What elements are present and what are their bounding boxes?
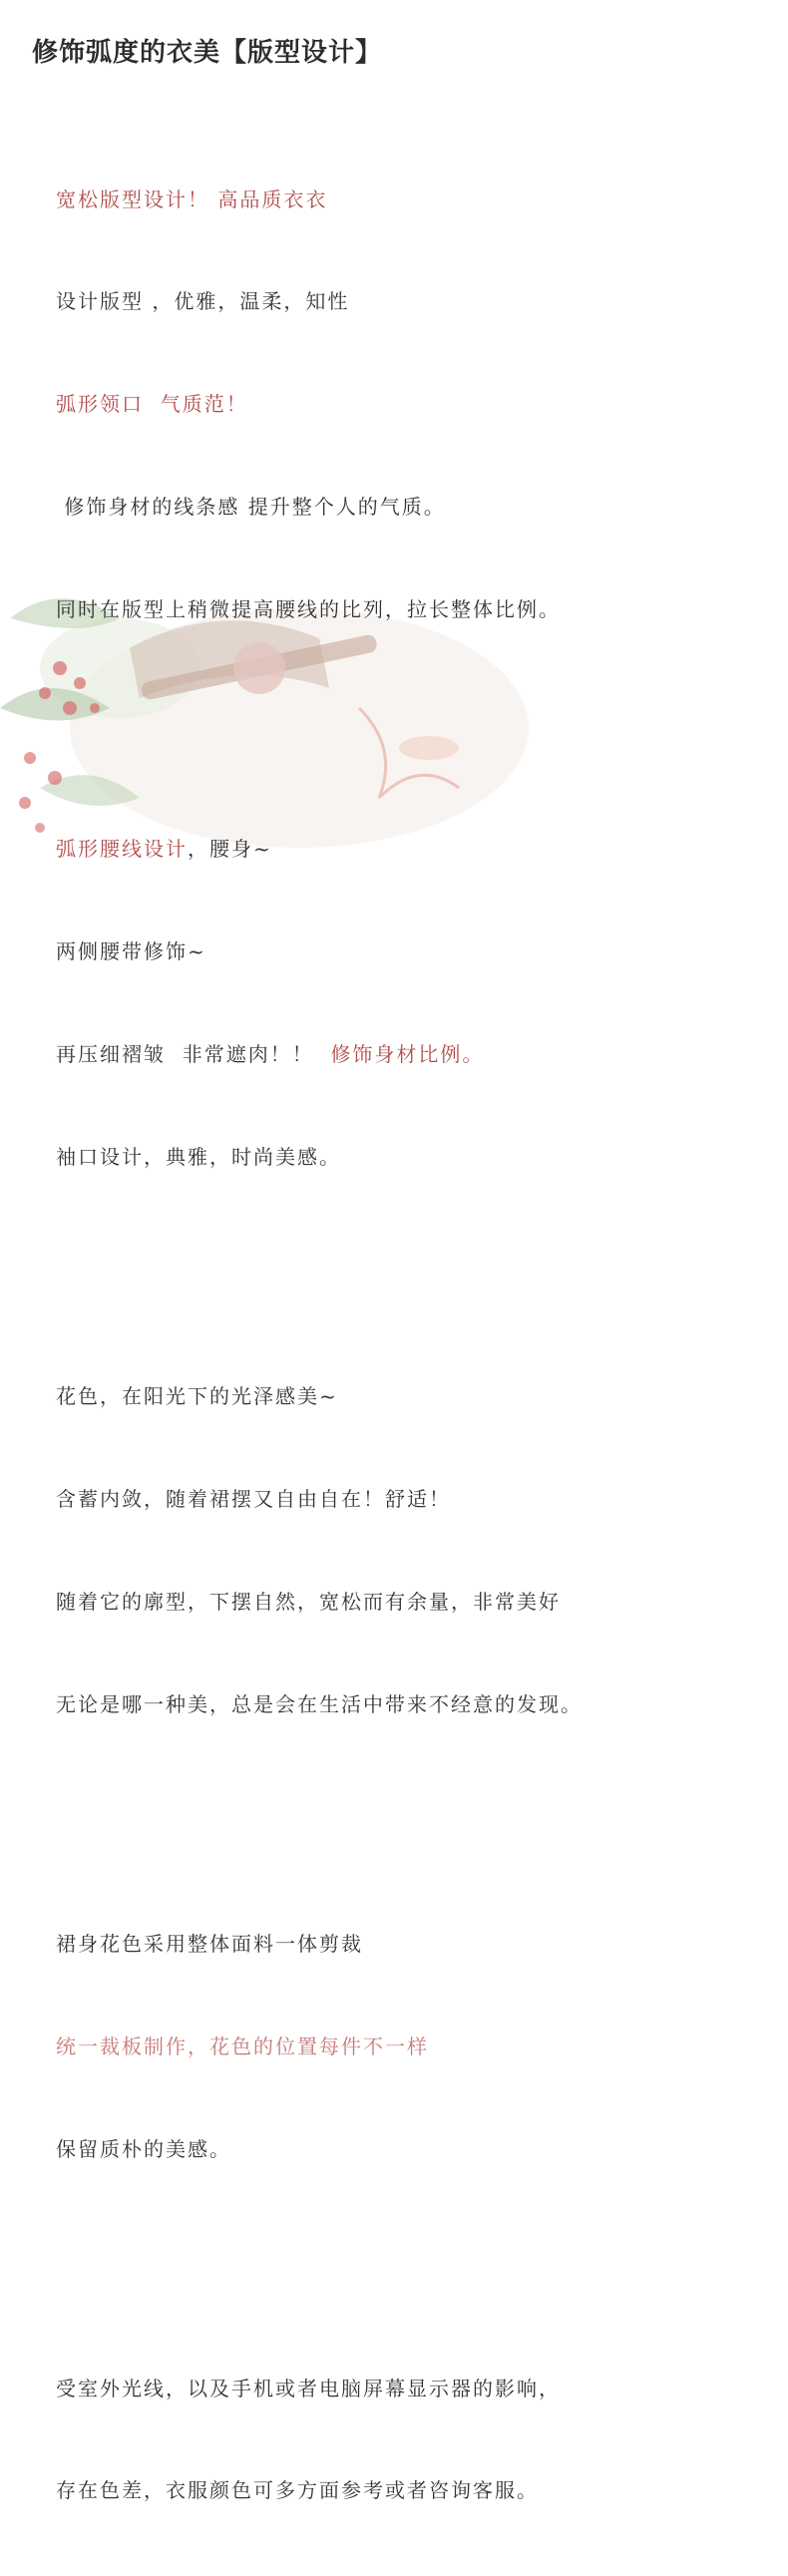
text-line: 含蓄内敛，随着裙摆又自由自在！舒适！ [56,1486,451,1511]
text-line [56,832,774,866]
text-line: 袖口设计，典雅，时尚美感。 [56,1144,341,1169]
text-line: 修饰身材的线条感 提升整个人的气质。 [56,495,446,520]
paragraph-spacer [56,2234,774,2268]
text-line: 裙身花色采用整体面料一体剪裁 [56,1931,363,1956]
text-line: 受室外光线，以及手机或者电脑屏幕显示器的影响， [56,2376,561,2400]
text-line [56,1037,774,1071]
text-line: 统一裁板制作，花色的位置每件不一样 [56,2033,429,2058]
text-line: 随着它的廓型，下摆自然，宽松而有余量，非常美好 [56,1589,561,1614]
text-line: 两侧腰带修饰~ [56,939,206,964]
highlight-text: 弧形腰线设计 [56,837,188,862]
highlight-text: 修饰身材比例。 [330,1042,485,1067]
plain-text: ，腰身~ [188,837,272,862]
page-title: 修饰弧度的衣美【版型设计】 [32,38,383,68]
text-line: 宽松版型设计！ 高品质衣衣 [56,186,328,211]
text-line: 无论是哪一种美，总是会在生活中带来不经意的发现。 [56,1691,583,1716]
plain-text: 再压细褶皱 非常遮肉！！ [56,1042,331,1067]
paragraph-spacer [56,1790,774,1824]
text-line: 保留质朴的美感。 [56,2136,231,2161]
text-line: 花色，在阳光下的光泽感美~ [56,1383,338,1408]
text-line: 同时在版型上稍微提高腰线的比列，拉长整体比例。 [56,597,561,622]
text-line: 弧形领口 气质范！ [56,392,248,417]
text-line: 设计版型 ，优雅，温柔，知性 [56,289,350,314]
paragraph-spacer [56,1243,774,1277]
text-line: 存在色差，衣服颜色可多方面参考或者咨询客服。 [56,2478,539,2503]
description-body [56,114,774,2576]
paragraph-spacer [56,695,774,729]
